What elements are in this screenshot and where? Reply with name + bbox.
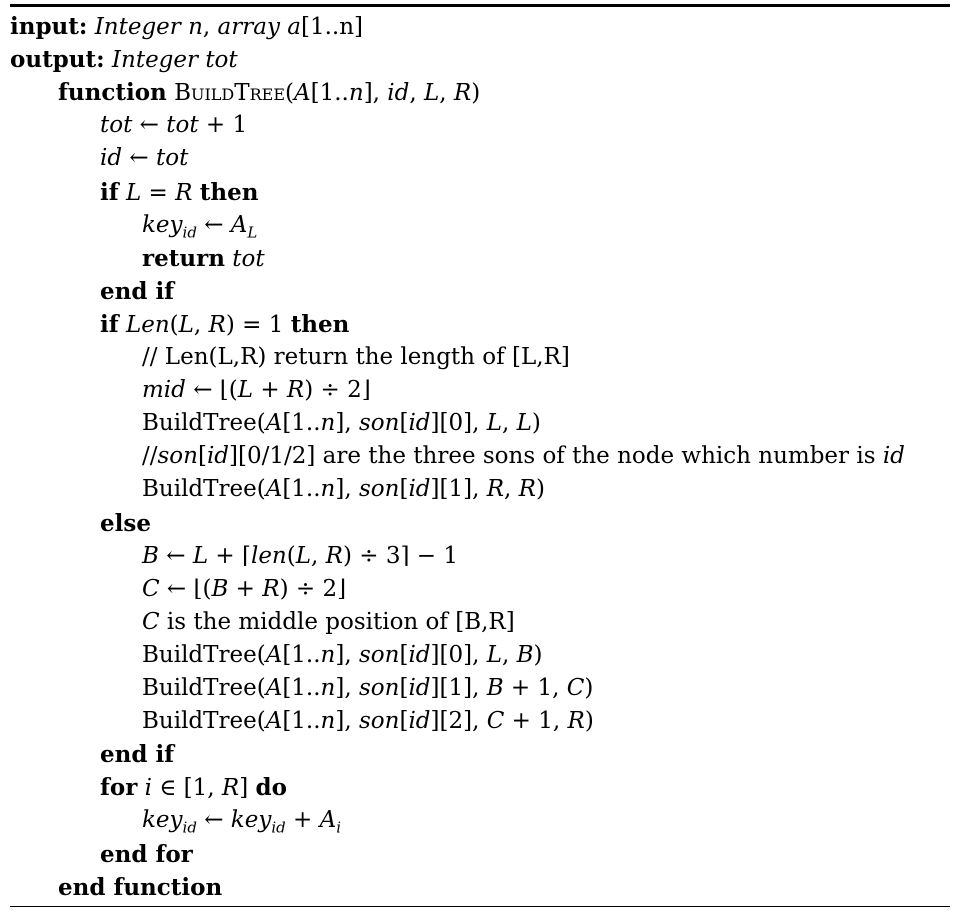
code-token: n [320, 708, 336, 735]
code-token: B [142, 542, 159, 569]
code-line [10, 871, 222, 904]
code-token: , [502, 410, 517, 437]
code-token: // Len(L,R) return the length of [L,R] [142, 344, 570, 370]
keyword: return [142, 244, 225, 272]
code-token: id [408, 708, 431, 735]
code-token: key [230, 807, 272, 834]
keyword: if [100, 178, 119, 206]
code-token: Integer tot [111, 47, 238, 74]
code-token: B [211, 575, 229, 602]
code-token: tot [156, 145, 189, 172]
code-token: ← [196, 807, 231, 834]
code-token: = [141, 179, 176, 206]
code-token: n [320, 476, 336, 503]
code-token: , [439, 80, 454, 107]
code-token: ], [335, 410, 359, 437]
code-token: son [358, 641, 400, 668]
code-token: ) ÷ 2⌋ [304, 377, 371, 404]
code-token: A [265, 641, 283, 668]
code-token [192, 180, 199, 206]
code-token: A [265, 410, 283, 437]
code-token [167, 80, 174, 106]
code-token: R [221, 775, 240, 802]
code-token: ( [169, 311, 179, 338]
code-line [10, 540, 458, 573]
keyword: output: [10, 46, 105, 74]
code-token: A [265, 476, 283, 503]
code-token: ], [363, 80, 388, 107]
code-token: ], [335, 476, 359, 503]
code-line [10, 308, 349, 341]
code-token: + [228, 575, 263, 602]
code-token: id [387, 80, 410, 107]
code-token: ) = 1 [225, 311, 291, 338]
code-token: i [144, 775, 153, 802]
code-token: L [192, 542, 209, 569]
code-token: ][2], [430, 708, 487, 735]
code-token: L [424, 80, 440, 107]
code-token: A [294, 80, 311, 107]
code-token: ← ⌊( [185, 377, 238, 404]
code-token: BuildTree [174, 80, 286, 107]
code-token: ← ⌊( [159, 575, 212, 602]
code-token: ) ÷ 2⌋ [279, 575, 347, 602]
code-token: + 1 [198, 112, 248, 139]
code-token: ], [335, 641, 359, 668]
code-token: R [453, 80, 472, 107]
code-token: id [408, 675, 431, 701]
code-line [10, 76, 480, 109]
code-token: ∈ [1, [152, 775, 222, 802]
code-token: tot [166, 112, 199, 139]
code-token: + [285, 807, 320, 834]
code-token: R [208, 311, 226, 338]
code-token: Len [125, 311, 170, 338]
code-token [119, 312, 126, 338]
code-token: ← [158, 542, 193, 569]
code-token: // [142, 443, 158, 470]
code-token: A [319, 807, 337, 834]
code-line [10, 606, 515, 639]
code-token: ][0], [430, 410, 487, 437]
bottom-rule [10, 906, 950, 907]
code-token: son [358, 708, 400, 735]
code-token: n [320, 641, 336, 668]
code-token: tot [100, 112, 133, 139]
code-token: B [516, 641, 534, 668]
code-token: len [250, 542, 287, 569]
code-token: + [253, 377, 287, 404]
code-token: ], [335, 675, 359, 701]
code-token: ← [122, 145, 156, 172]
code-token: [ [197, 443, 207, 470]
code-token: son [157, 443, 198, 470]
code-line [10, 738, 174, 771]
code-token: ][0], [430, 641, 487, 668]
code-token: L [516, 410, 532, 437]
code-token: [1.. [310, 80, 349, 107]
code-token: ← [196, 211, 231, 238]
code-token: ] [239, 775, 256, 802]
code-token: ][0/1/2] are the three sons of the node which number is [229, 443, 883, 470]
code-token: L [237, 377, 254, 404]
code-line [10, 209, 257, 242]
code-token: ) [584, 675, 594, 701]
code-token: id [408, 410, 431, 437]
code-token: + 1, [503, 675, 567, 701]
keyword: end for [100, 840, 193, 868]
code-token: [1.. [282, 476, 321, 503]
keyword: then [199, 178, 259, 206]
code-line [10, 10, 363, 43]
code-token: ) [536, 476, 545, 503]
keyword: end function [58, 873, 223, 901]
code-token: , [504, 476, 519, 503]
code-token: array a [217, 14, 301, 40]
code-token: son [358, 476, 400, 503]
code-token: + ⌈ [208, 542, 251, 569]
code-token: is the middle position of [B,R] [159, 608, 515, 635]
code-token: n [348, 80, 364, 107]
code-line [10, 341, 570, 374]
keyword: end if [100, 741, 175, 769]
code-token: R [175, 179, 193, 206]
code-line [10, 109, 247, 142]
code-token: [ [399, 641, 409, 668]
top-rule [10, 4, 950, 7]
code-token: ) ÷ 3⌉ − 1 [342, 542, 458, 569]
subscript: i [336, 818, 341, 837]
code-token: C [566, 675, 585, 701]
code-token: id [100, 145, 123, 172]
code-token: BuildTree( [142, 641, 266, 668]
code-token: R [262, 575, 280, 602]
code-token: mid [142, 377, 186, 404]
keyword: do [255, 774, 287, 802]
code-token: ) [531, 410, 541, 437]
code-line [10, 639, 543, 672]
code-line [10, 242, 265, 275]
code-token: C [486, 708, 505, 735]
code-token: n [320, 410, 336, 437]
code-token: [ [399, 410, 409, 437]
code-token: L [178, 311, 194, 338]
code-token: BuildTree( [142, 675, 266, 701]
code-line [10, 374, 371, 407]
code-token: A [265, 675, 283, 701]
code-token: ) [533, 641, 543, 668]
code-token: B [486, 675, 504, 701]
code-token: A [265, 708, 283, 735]
code-token: ( [285, 80, 294, 107]
code-line [10, 473, 545, 506]
code-token [119, 180, 126, 206]
code-line [10, 507, 151, 540]
code-line [10, 275, 174, 308]
code-token: L [486, 410, 502, 437]
code-token: id [882, 443, 905, 470]
subscript: L [247, 223, 258, 242]
subscript: id [182, 818, 197, 837]
code-token: ) [584, 708, 594, 735]
code-line [10, 573, 346, 606]
code-token: R [286, 377, 305, 404]
code-token [87, 14, 94, 40]
code-token: C [142, 608, 160, 635]
code-line [10, 43, 238, 76]
code-line [10, 705, 594, 738]
code-token: [ [399, 675, 409, 701]
code-token: son [358, 410, 400, 437]
code-token: [1.. [282, 708, 321, 735]
code-token: + 1, [504, 708, 568, 735]
code-token: , [193, 311, 209, 338]
code-token: tot [232, 245, 265, 272]
keyword: for [100, 774, 138, 802]
code-token: [1..n] [300, 14, 363, 40]
code-token: BuildTree( [142, 708, 266, 735]
code-token: ( [286, 542, 296, 569]
code-token: L [295, 542, 312, 569]
code-token: son [358, 675, 400, 701]
code-token: , [311, 542, 326, 569]
code-token: , [409, 80, 425, 107]
code-token: key [142, 807, 183, 834]
code-token: , [502, 641, 517, 668]
keyword: end if [100, 277, 175, 305]
code-token: , [202, 14, 218, 40]
code-token: Integer n [94, 14, 203, 40]
code-token: id [408, 641, 431, 668]
code-token: ], [335, 708, 359, 735]
code-token: R [567, 708, 585, 735]
code-token: ][1], [430, 675, 487, 701]
code-token: R [486, 476, 505, 503]
keyword: function [58, 79, 167, 107]
code-token: ← [132, 112, 167, 139]
code-line [10, 142, 188, 175]
keyword: else [100, 509, 151, 537]
code-token: R [518, 476, 536, 503]
code-token: L [486, 641, 502, 668]
code-token: ][1], [430, 476, 487, 503]
code-token: C [142, 575, 160, 602]
code-token [137, 775, 144, 801]
code-token: [ [399, 708, 409, 735]
code-token: n [320, 675, 336, 701]
keyword: if [100, 310, 119, 338]
code-token: [1.. [282, 675, 321, 701]
code-token: key [142, 211, 183, 238]
code-token: A [230, 211, 248, 238]
code-line [10, 771, 287, 804]
code-line [10, 838, 193, 871]
code-token: L [125, 179, 142, 206]
code-token: [1.. [282, 641, 321, 668]
code-token: id [206, 443, 230, 470]
keyword: input: [10, 13, 88, 40]
code-token: BuildTree( [142, 410, 266, 437]
code-token: ) [471, 80, 481, 107]
code-token [105, 47, 112, 73]
code-line [10, 440, 905, 473]
code-line [10, 176, 258, 209]
code-line [10, 804, 341, 837]
keyword: then [290, 310, 350, 338]
code-line [10, 672, 593, 705]
code-token: [ [399, 476, 409, 503]
code-token: BuildTree( [142, 476, 266, 503]
subscript: id [271, 818, 286, 837]
subscript: id [182, 223, 197, 242]
code-token: id [408, 476, 431, 503]
code-token: [1.. [282, 410, 321, 437]
code-line [10, 407, 541, 440]
code-token: R [325, 542, 343, 569]
